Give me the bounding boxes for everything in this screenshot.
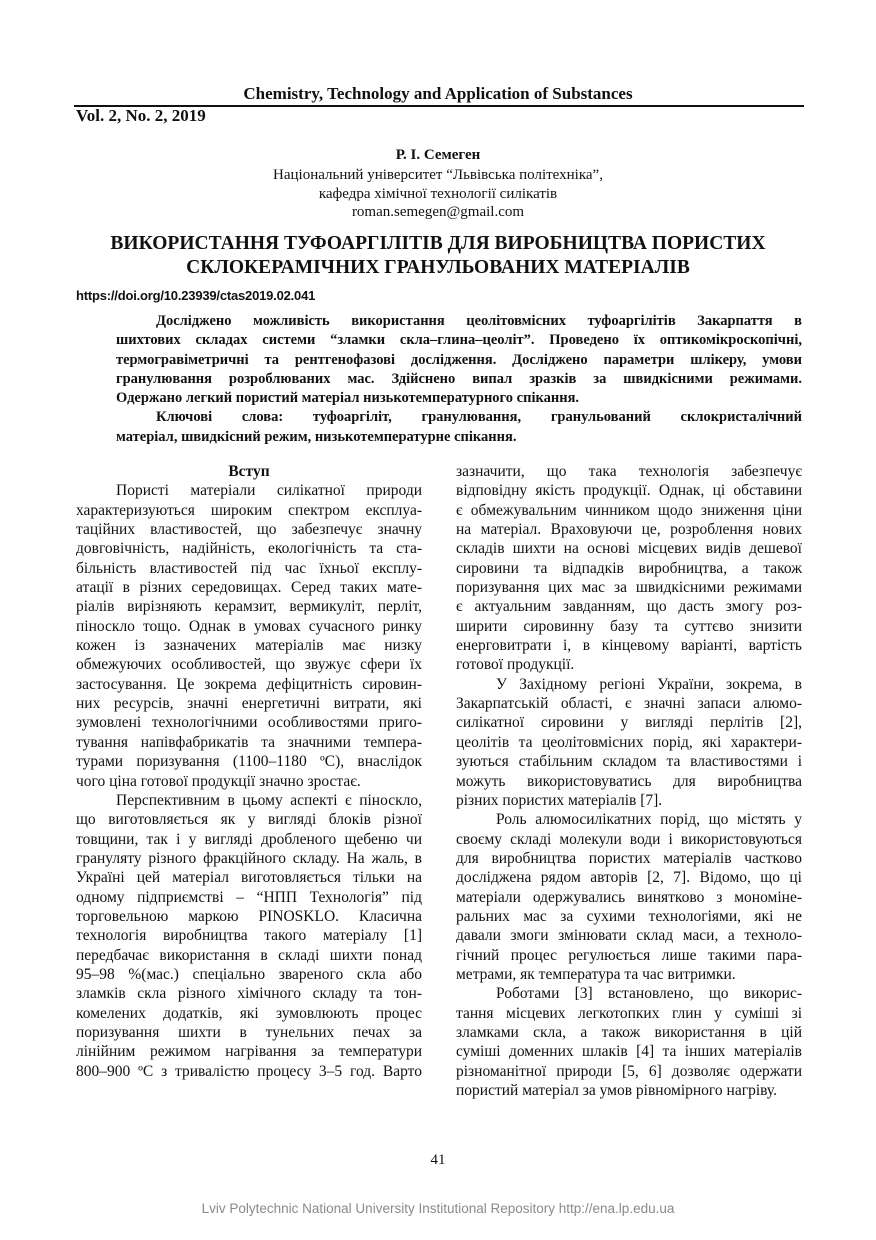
text-line: зазначити, що така технологія забезпечує	[456, 463, 802, 480]
text-line: різних пористих матеріалів [7].	[456, 791, 663, 809]
title-line: ВИКОРИСТАННЯ ТУФОАРГІЛІТІВ ДЛЯ ВИРОБНИЦТВА ПОРИСТИХ	[110, 233, 766, 254]
doi-link[interactable]: https://doi.org/10.23939/ctas2019.02.041	[76, 288, 316, 303]
text-line: енерговитрати і, в кінцевому варіанті, вартість	[456, 637, 802, 655]
text-line: досліджена рядом авторів [2, 7]. Відомо, що ці	[456, 869, 802, 887]
text-line: матеріали одержувались винятково з мономіне-	[456, 888, 802, 906]
text-line: для виробництва пористих матеріалів частково	[456, 849, 802, 867]
text-line: готової продукції.	[456, 656, 575, 674]
text-line: відповідну якість продукції. Однак, ці обставини	[456, 482, 802, 500]
text-line: чого ціна готової продукції значно зростає.	[76, 772, 361, 790]
text-line: 800–900 ºС з тривалістю процесу 3–5 год. Варто	[76, 1062, 422, 1080]
text-line: торговельною маркою PINOSKLO. Класична	[76, 907, 422, 925]
text-line: що виготовляється як у вигляді блоків різної	[76, 811, 422, 829]
text-line: поризування цих мас за швидкісними режимами	[456, 579, 802, 597]
left-column	[76, 462, 422, 1081]
text-line: гічний процес регулюється лише такими пара-	[456, 946, 802, 964]
text-line: комелених додатків, які зумовлюють процес	[76, 1004, 422, 1022]
keywords-line: Ключові слова: туфоаргіліт, гранулювання, гранульований склокристалічний	[156, 409, 802, 426]
text-line: Перспективним в цьому аспекті є піноскло,	[116, 791, 422, 809]
text-line: У Західному регіоні України, зокрема, в	[496, 675, 802, 693]
text-line: зуються стабільним складом та властивостями і	[456, 753, 802, 771]
text-line: сировини та відпадків виробництва, а також	[456, 559, 802, 577]
text-line: силікатної сировини у вигляді перлітів [2],	[456, 714, 802, 732]
text-line: обмежуючих особливостей, що звужує сфери їх	[76, 656, 422, 674]
text-line: товщини, так і у вигляді дробленого щебеню чи	[76, 830, 422, 848]
text-line: цеолітів та цеолітовмісних порід, які характери-	[456, 733, 802, 751]
section-heading: Вступ	[228, 463, 270, 480]
text-line: характеризуються широким спектром експлуа-	[76, 501, 422, 519]
text-line: Закарпатській області, є значні запаси алюмо-	[456, 695, 802, 713]
text-line: кожен із зазначених матеріалів має низку	[76, 637, 422, 655]
text-line: складів шихти на основі місцевих видів дешевої	[456, 540, 802, 558]
author-email[interactable]: roman.semegen@gmail.com	[351, 204, 525, 220]
text-line: застосування. Це зокрема дефіцитність сировин-	[76, 675, 422, 693]
text-line: Україні цей матеріал виготовляється тільки на	[76, 869, 422, 887]
abstract	[116, 312, 802, 447]
page-number: 41	[430, 1152, 446, 1168]
text-line: є актуальним завданням, що дасть змогу роз-	[456, 598, 802, 616]
text-line: довговічність, надійність, екологічність та ста-	[76, 540, 422, 558]
text-line: пористий матеріал за умов рівномірного нагріву.	[456, 1082, 777, 1099]
journal-title: Chemistry, Technology and Application of Substances	[243, 84, 633, 103]
text-line: лінійним режимом нагрівання за температури	[76, 1043, 422, 1061]
text-line: тання місцевих легкотопких глин у суміші зі	[456, 1004, 802, 1022]
text-line: поризування шихти в тунельних печах за	[76, 1023, 422, 1041]
abstract-line: Досліджено можливість використання цеолітовмісних туфоаргілітів Закарпаття в	[156, 313, 802, 329]
text-line: Пористі матеріали силікатної природи	[116, 482, 422, 500]
text-line: грануляту різного фракційного складу. На жаль, в	[76, 849, 422, 867]
affiliation-line: кафедра хімічної технології силікатів	[318, 185, 558, 202]
text-line: різноманітної природи [5, 6] дозволяє одержати	[456, 1062, 802, 1080]
abstract-line: термогравіметричні та рентгенофазові дослідження. Досліджено параметри шлікеру, умови	[116, 351, 802, 368]
text-line: передбачає використання в складі шихти понад	[76, 946, 422, 964]
repository-footer: Lviv Polytechnic National University Institutional Repository http://ena.lp.edu.ua	[201, 1201, 675, 1216]
right-column	[456, 462, 802, 1100]
text-line: ріалів вирізняють керамзит, вермикуліт, перліт,	[76, 598, 422, 616]
author-name: Р. І. Семеген	[395, 147, 481, 163]
text-line: одному підприємстві – “НПП Технологія” під	[76, 888, 422, 906]
paper-title	[0, 232, 876, 280]
text-line: Роль алюмосилікатних порід, що містять у	[496, 811, 802, 829]
text-line: більність властивостей під час їхньої експлу-	[76, 559, 422, 577]
author-affiliation	[0, 166, 876, 222]
text-line: 95–98 %(мас.) спеціально звареного скла або	[76, 965, 422, 983]
abstract-line: Одержано легкий пористий матеріал низькотемпературного спікання.	[116, 390, 580, 407]
abstract-line: гранулювання розроблюваних мас. Здійснено випал зразків за швидкісними режимами.	[116, 370, 802, 387]
text-line: тування напівфабрикатів та значними темпера-	[76, 733, 422, 751]
abstract-line: шихтових складах системи “зламки скла–глина–цеоліт”. Проведено їх оптикомікроскопічні,	[116, 332, 802, 349]
text-line: є обмежувальним чинником щодо зниження ціни	[456, 501, 802, 519]
text-line: ширити сировинну базу та суттєво знизити	[456, 617, 802, 635]
text-line: можуть використовуватись для виробництва	[456, 772, 802, 790]
text-line: піноскло тощо. Однак в умовах сучасного ринку	[76, 617, 422, 635]
affiliation-line: Національний університет “Львівська політехніка”,	[273, 167, 603, 183]
text-line: технологія виробництва такого матеріалу [1]	[76, 927, 422, 945]
text-line: атації в різних середовищах. Серед таких мате-	[76, 579, 422, 597]
volume-info: Vol. 2, No. 2, 2019	[76, 106, 206, 125]
text-line: Роботами [3] встановлено, що викорис-	[496, 985, 802, 1003]
text-line: давали змоги змінювати склад маси, а техноло-	[456, 927, 802, 945]
text-line: зламками скла, а також використання в цій	[456, 1023, 802, 1041]
text-line: метрами, як температура та час витримки.	[456, 965, 736, 983]
text-line: зумовлені технологічними особливостями приго-	[76, 714, 422, 732]
text-line: зламків скла різного хімічного складу та тон-	[76, 985, 422, 1003]
text-line: суміші доменних шлаків [4] та інших матеріалів	[456, 1043, 802, 1061]
text-line: турами поризування (1100–1180 ºС), внаслідок	[76, 753, 422, 771]
text-line: ральних мас за сухими технологіями, які не	[456, 907, 802, 925]
keywords-line: матеріал, швидкісний режим, низькотемпературне спікання.	[116, 428, 517, 445]
text-line: своєму складі молекули води і використовуються	[456, 830, 802, 848]
text-line: на матеріал. Враховуючи це, розроблення нових	[456, 521, 802, 539]
text-line: таційних властивостей, що забезпечує значну	[76, 521, 422, 539]
title-line: СКЛОКЕРАМІЧНИХ ГРАНУЛЬОВАНИХ МАТЕРІАЛІВ	[186, 257, 690, 278]
text-line: них ресурсів, значні енергетичні витрати, які	[76, 695, 422, 713]
